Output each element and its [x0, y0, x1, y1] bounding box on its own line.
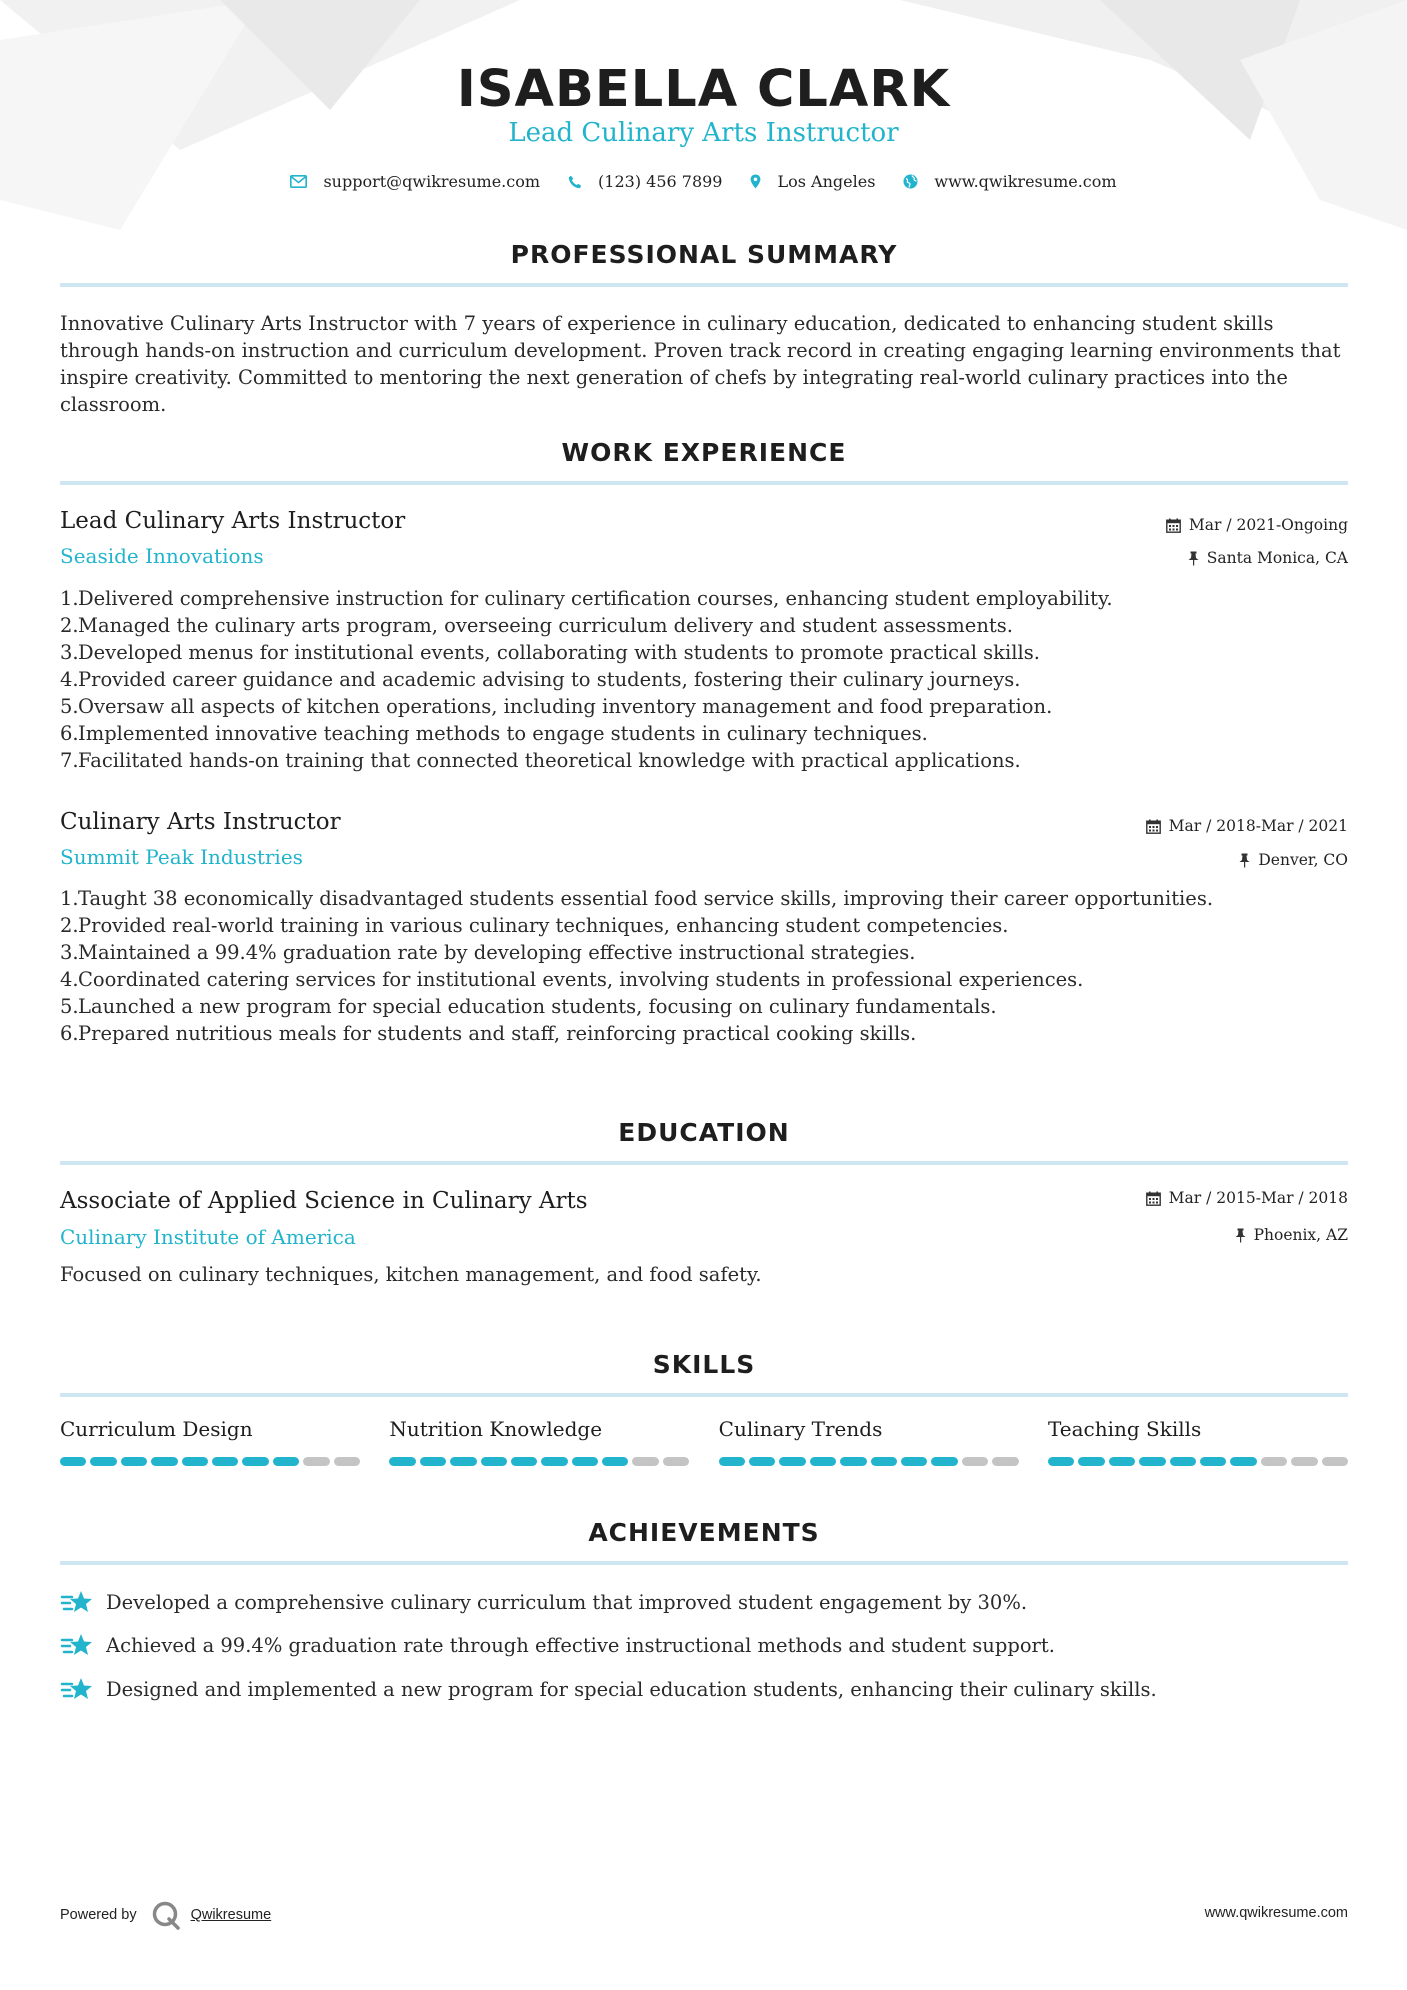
- achievement-text: Developed a comprehensive culinary curriculum that improved student engagement by 30%.: [106, 1590, 1028, 1614]
- skill-item: [389, 1417, 689, 1466]
- skills-list: [60, 1417, 1348, 1466]
- skill-level-segment: [719, 1457, 745, 1466]
- school-name: Culinary Institute of America: [60, 1225, 356, 1249]
- degree-title: Associate of Applied Science in Culinary Arts: [60, 1188, 588, 1214]
- contact-email[interactable]: [290, 172, 540, 191]
- footer-powered-by: [60, 1900, 271, 1930]
- skill-level-segment: [541, 1457, 567, 1466]
- job-company: Summit Peak Industries: [60, 845, 303, 869]
- skill-level-segment: [450, 1457, 476, 1466]
- bullet-text: Taught 38 economically disadvantaged students essential food service skills, improving their career opportunities.: [78, 887, 1214, 910]
- email-text: support@qwikresume.com: [323, 172, 541, 191]
- bullet-text: Managed the culinary arts program, overseeing curriculum delivery and student assessments.: [78, 614, 1013, 637]
- skill-level-segment: [871, 1457, 897, 1466]
- job-title: Lead Culinary Arts Instructor: [60, 508, 406, 534]
- qwikresume-logo-icon: [151, 1900, 181, 1930]
- list-item: 2. Provided real-world training in various culinary techniques, enhancing student competencies.: [60, 914, 1009, 937]
- education-dates: [1146, 1189, 1348, 1207]
- skill-level-segment: [749, 1457, 775, 1466]
- footer-website-link[interactable]: www.qwikresume.com: [1204, 1905, 1348, 1921]
- list-item: 1. Delivered comprehensive instruction for culinary certification courses, enhancing student employability.: [60, 587, 1113, 610]
- globe-icon: [903, 174, 918, 189]
- skill-level-segment: [420, 1457, 446, 1466]
- education-heading: EDUCATION: [618, 1118, 790, 1147]
- skills-divider: [60, 1393, 1348, 1397]
- skill-level-segment: [1078, 1457, 1104, 1466]
- skill-level-segment: [840, 1457, 866, 1466]
- list-item: 3. Maintained a 99.4% graduation rate by developing effective instructional strategies.: [60, 941, 916, 964]
- job-location: [1239, 851, 1348, 869]
- map-pin-icon: [750, 174, 761, 189]
- skill-item: [1048, 1417, 1348, 1466]
- job-location-text: Santa Monica, CA: [1206, 549, 1348, 567]
- experience-divider: [60, 481, 1348, 485]
- location-text: Los Angeles: [777, 172, 876, 191]
- education-location: [1235, 1226, 1348, 1244]
- skill-level-segment: [182, 1457, 208, 1466]
- skill-level-segment: [212, 1457, 238, 1466]
- list-item: 3. Developed menus for institutional events, collaborating with students to promote practical skills.: [60, 641, 1040, 664]
- list-item: 7. Facilitated hands-on training that connected theoretical knowledge with practical applications.: [60, 749, 1021, 772]
- skill-level-segment: [60, 1457, 86, 1466]
- skill-level-segment: [1261, 1457, 1287, 1466]
- bullet-text: Launched a new program for special education students, focusing on culinary fundamentals.: [78, 995, 997, 1018]
- shooting-star-icon: [60, 1631, 94, 1659]
- job-dates-text: Mar / 2021-Ongoing: [1188, 516, 1348, 534]
- education-dates-text: Mar / 2015-Mar / 2018: [1168, 1189, 1348, 1207]
- education-description: Focused on culinary techniques, kitchen management, and food safety.: [60, 1263, 762, 1286]
- skill-level-segment: [511, 1457, 537, 1466]
- skill-level-segment: [242, 1457, 268, 1466]
- contact-location: [750, 172, 875, 191]
- skills-heading: SKILLS: [652, 1350, 756, 1379]
- skill-level-segment: [962, 1457, 988, 1466]
- achievement-text: Achieved a 99.4% graduation rate through effective instructional methods and student support.: [106, 1633, 1055, 1657]
- envelope-icon: [290, 175, 307, 188]
- skill-level-segment: [779, 1457, 805, 1466]
- list-item: 6. Implemented innovative teaching methods to engage students in culinary techniques.: [60, 722, 928, 745]
- skill-level-bar: [60, 1457, 360, 1466]
- website-text: www.qwikresume.com: [934, 172, 1117, 191]
- bullet-text: Provided career guidance and academic advising to students, fostering their culinary journeys.: [78, 668, 1021, 691]
- bullet-text: Coordinated catering services for institutional events, involving students in professional experiences.: [78, 968, 1084, 991]
- contact-bar: [0, 172, 1407, 191]
- skill-level-segment: [121, 1457, 147, 1466]
- skill-level-segment: [1139, 1457, 1165, 1466]
- achievements-divider: [60, 1561, 1348, 1565]
- job-bullet-list: [60, 885, 1348, 1047]
- skill-level-segment: [273, 1457, 299, 1466]
- list-item: 4. Coordinated catering services for institutional events, involving students in professional experiences.: [60, 968, 1084, 991]
- bullet-text: Prepared nutritious meals for students and staff, reinforcing practical cooking skills.: [78, 1022, 917, 1045]
- skill-level-segment: [1200, 1457, 1226, 1466]
- achievement-item: [60, 1588, 1348, 1616]
- phone-text: (123) 456 7899: [598, 172, 723, 191]
- skill-item: [60, 1417, 360, 1466]
- skill-level-bar: [1048, 1457, 1348, 1466]
- list-item: 5. Oversaw all aspects of kitchen operations, including inventory management and food preparation.: [60, 695, 1053, 718]
- skill-level-segment: [931, 1457, 957, 1466]
- achievement-text: Designed and implemented a new program for special education students, enhancing their culinary skills.: [106, 1677, 1157, 1701]
- skill-level-segment: [1170, 1457, 1196, 1466]
- list-item: 2. Managed the culinary arts program, overseeing curriculum delivery and student assessments.: [60, 614, 1013, 637]
- skill-level-segment: [90, 1457, 116, 1466]
- skill-level-segment: [1048, 1457, 1074, 1466]
- pushpin-icon: [1239, 853, 1250, 868]
- skill-level-segment: [663, 1457, 689, 1466]
- skill-level-segment: [810, 1457, 836, 1466]
- skill-name: Culinary Trends: [718, 1417, 883, 1441]
- achievement-item: [60, 1675, 1348, 1703]
- calendar-icon: [1166, 518, 1181, 533]
- experience-heading: WORK EXPERIENCE: [561, 438, 847, 467]
- skill-name: Teaching Skills: [1047, 1417, 1202, 1441]
- pushpin-icon: [1235, 1228, 1246, 1243]
- job-title: Culinary Arts Instructor: [60, 809, 341, 835]
- skill-level-segment: [602, 1457, 628, 1466]
- skill-item: [719, 1417, 1019, 1466]
- calendar-icon: [1146, 819, 1161, 834]
- summary-divider: [60, 283, 1348, 287]
- skill-level-segment: [334, 1457, 360, 1466]
- calendar-icon: [1146, 1191, 1161, 1206]
- list-item: 5. Launched a new program for special education students, focusing on culinary fundamentals.: [60, 995, 997, 1018]
- candidate-role: Lead Culinary Arts Instructor: [508, 118, 899, 148]
- list-item: 4. Provided career guidance and academic advising to students, fostering their culinary journeys.: [60, 668, 1021, 691]
- bullet-text: Implemented innovative teaching methods to engage students in culinary techniques.: [78, 722, 928, 745]
- shooting-star-icon: [60, 1588, 94, 1616]
- summary-text: Innovative Culinary Arts Instructor with 7 years of experience in culinary education, dedicated to enhancing student skills through hands-on instruction and curriculum development. Proven track record in creating engaging learning environments that inspire creativity. Committed to mentoring the next generation of chefs by integrating real-world culinary practices into the classroom.: [60, 312, 1341, 416]
- skill-level-segment: [151, 1457, 177, 1466]
- bullet-text: Developed menus for institutional events, collaborating with students to promote practical skills.: [78, 641, 1040, 664]
- skill-name: Curriculum Design: [60, 1417, 253, 1441]
- skill-level-segment: [632, 1457, 658, 1466]
- contact-phone[interactable]: [568, 172, 722, 191]
- job-bullet-list: [60, 585, 1348, 774]
- achievement-item: [60, 1631, 1348, 1659]
- shooting-star-icon: [60, 1675, 94, 1703]
- skill-level-segment: [389, 1457, 415, 1466]
- bullet-text: Maintained a 99.4% graduation rate by developing effective instructional strategies.: [78, 941, 916, 964]
- powered-by-label: Powered by: [60, 1907, 137, 1923]
- skill-level-segment: [1291, 1457, 1317, 1466]
- candidate-name: ISABELLA CLARK: [456, 60, 951, 119]
- skill-level-segment: [303, 1457, 329, 1466]
- job-location: [1188, 549, 1348, 567]
- bullet-text: Oversaw all aspects of kitchen operations, including inventory management and food preparation.: [78, 695, 1053, 718]
- job-company: Seaside Innovations: [60, 544, 264, 568]
- skill-level-segment: [1322, 1457, 1348, 1466]
- job-location-text: Denver, CO: [1258, 851, 1348, 869]
- skill-level-segment: [572, 1457, 598, 1466]
- skill-level-bar: [389, 1457, 689, 1466]
- education-location-text: Phoenix, AZ: [1253, 1226, 1348, 1244]
- phone-icon: [568, 175, 582, 189]
- skill-level-segment: [1109, 1457, 1135, 1466]
- skill-name: Nutrition Knowledge: [389, 1417, 603, 1441]
- skill-level-bar: [719, 1457, 1019, 1466]
- summary-heading: PROFESSIONAL SUMMARY: [510, 240, 898, 269]
- qwikresume-link[interactable]: Qwikresume: [190, 1907, 272, 1923]
- bullet-text: Facilitated hands-on training that connected theoretical knowledge with practical applications.: [78, 749, 1021, 772]
- bullet-text: Delivered comprehensive instruction for culinary certification courses, enhancing student employability.: [78, 587, 1113, 610]
- pushpin-icon: [1188, 551, 1199, 566]
- skill-level-segment: [901, 1457, 927, 1466]
- skill-level-segment: [481, 1457, 507, 1466]
- bullet-text: Provided real-world training in various culinary techniques, enhancing student competencies.: [78, 914, 1009, 937]
- list-item: 6. Prepared nutritious meals for students and staff, reinforcing practical cooking skills.: [60, 1022, 917, 1045]
- list-item: 1. Taught 38 economically disadvantaged students essential food service skills, improving their career opportunities.: [60, 887, 1214, 910]
- job-dates: [1146, 817, 1348, 835]
- achievements-heading: ACHIEVEMENTS: [588, 1518, 820, 1547]
- job-dates-text: Mar / 2018-Mar / 2021: [1168, 817, 1348, 835]
- job-dates: [1166, 516, 1348, 534]
- education-divider: [60, 1161, 1348, 1165]
- skill-level-segment: [1230, 1457, 1256, 1466]
- contact-website[interactable]: [903, 172, 1116, 191]
- skill-level-segment: [992, 1457, 1018, 1466]
